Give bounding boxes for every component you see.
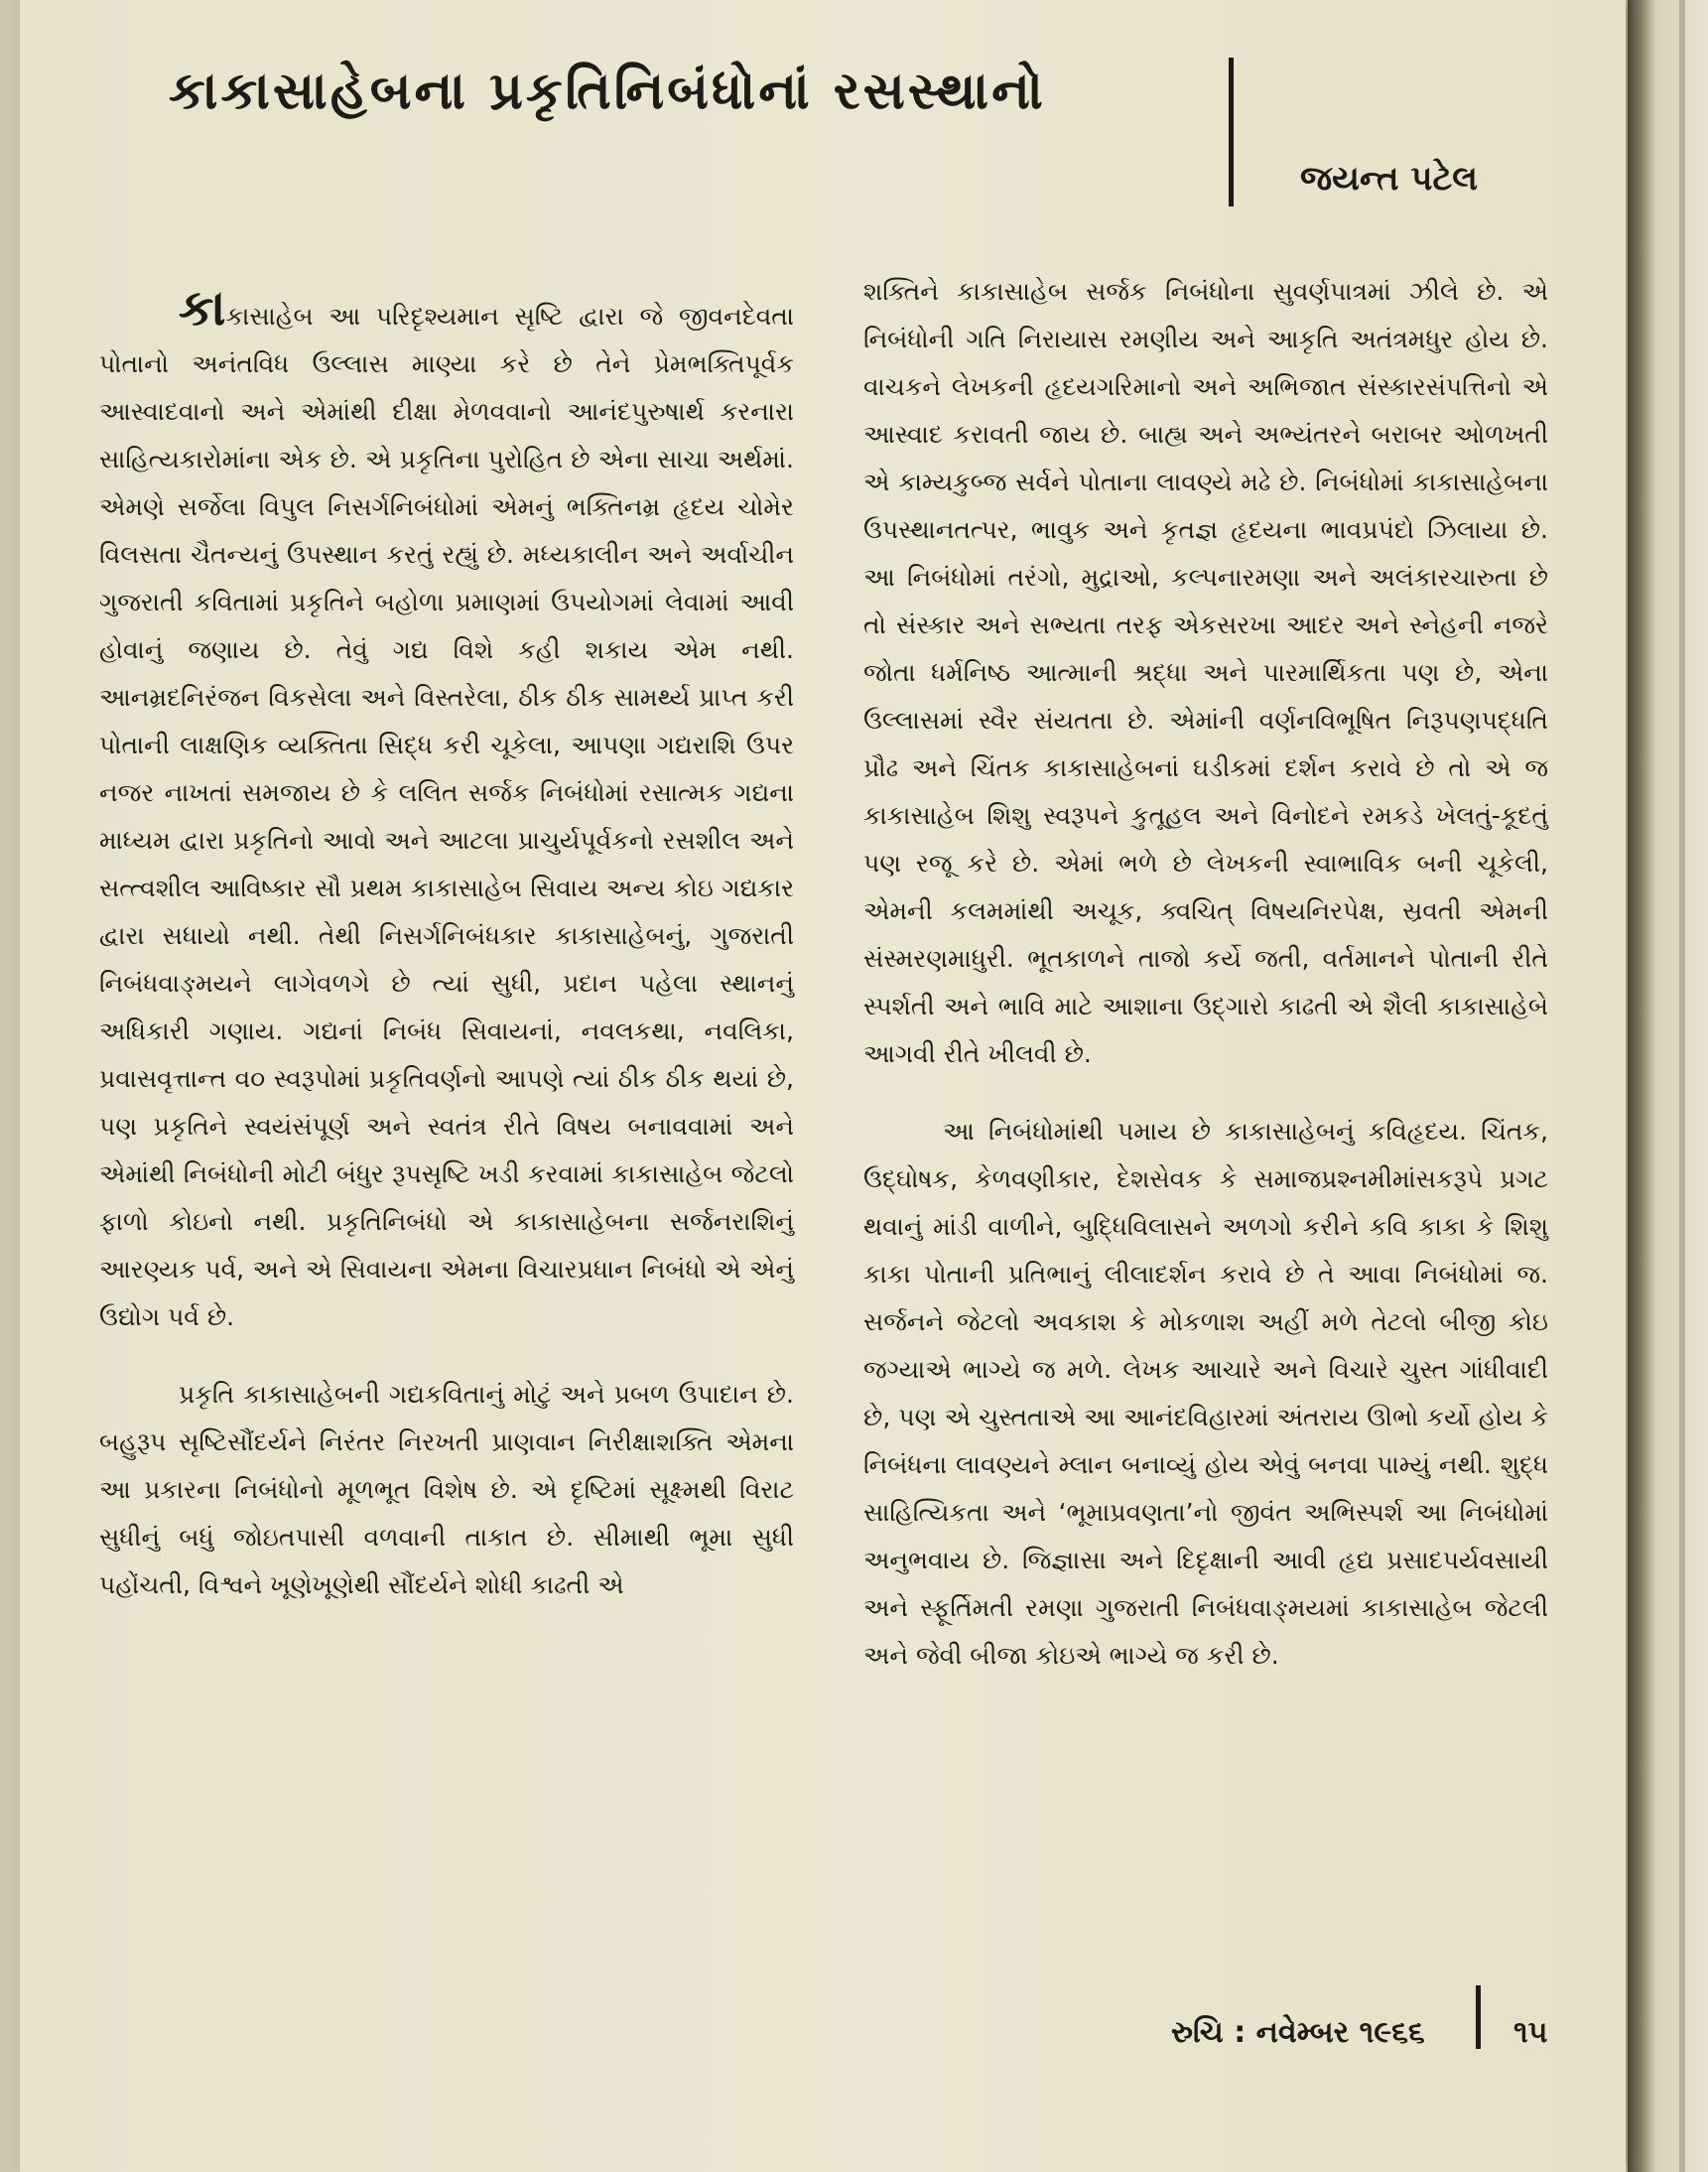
right-column: [863, 268, 1548, 1709]
paragraph: આ નિબંધોમાંથી પમાય છે કાકાસાહેબનું કવિહૃદય. ચિંતક, ઉદ્ઘોષક, કેળવણીકાર, દેશસેવક કે સમાજપ્રશ્નમીમાંસકરૂપે પ્રગટ થવાનું માંડી વાળીને, બુદ્ધિવિલાસને અળગો કરીને કવિ કાકા કે શિશુ કાકા પોતાની પ્રતિભાનું લીલાદર્શન કરાવે છે તે આવા નિબંધોમાં જ. સર્જનને જેટલો અવકાશ કે મોકળાશ અહીં મળે તેટલો બીજી કોઇ જગ્યાએ ભાગ્યે જ મળે. લેખક આચારે અને વિચારે ચુસ્ત ગાંધીવાદી છે, પણ એ ચુસ્તતાએ આ આનંદવિહારમાં અંતરાય ઊભો કર્યો હોય કે નિબંધના લાવણ્યને મ્લાન બનાવ્યું હોય એવું બનવા પામ્યું નથી. શુદ્ધ સાહિત્યિકતા અને ‘ભૂમાપ્રવણતા’નો જીવંત અભિસ્પર્શ આ નિબંધોમાં અનુભવાય છે. જિજ્ઞાસા અને દિદૃક્ષાની આવી હૃદ્ય પ્રસાદપર્યવસાયી અને સ્ફૂર્તિમતી રમણા ગુજરાતી નિબંધવાઙ્મયમાં કાકાસાહેબ જેટલી અને જેવી બીજા કોઇએ ભાગ્યે જ કરી છે.: [863, 1117, 1548, 1670]
next-page-edge: [1628, 0, 1708, 2172]
paragraph-text: કાસાહેબ આ પરિદૃશ્યમાન સૃષ્ટિ દ્વારા જે જીવનદેવતા પોતાનો અનંતવિધ ઉલ્લાસ માણ્યા કરે છે તેને પ્રેમભક્તિપૂર્વક આસ્વાદવાનો અને એમાંથી દીક્ષા મેળવવાનો આનંદપુરુષાર્થ કરનારા સાહિત્યકારોમાંના એક છે. એ પ્રકૃતિના પુરોહિત છે એના સાચા અર્થમાં. એમણે સર્જેલા વિપુલ નિસર્ગનિબંધોમાં એમનું ભક્તિનમ્ર હૃદય ચોમેર વિલસતા ચૈતન્યનું ઉપસ્થાન કરતું રહ્યું છે. મધ્યકાલીન અને અર્વાચીન ગુજરાતી કવિતામાં પ્રકૃતિને બહોળા પ્રમાણમાં ઉપયોગમાં લેવામાં આવી હોવાનું જણાય છે. તેવું ગદ્ય વિશે કહી શકાય એમ નથી. આનમ્રદનિરંજન વિકસેલા અને વિસ્તરેલા, ઠીક ઠીક સામર્થ્ય પ્રાપ્ત કરી પોતાની લાક્ષણિક વ્યક્તિતા સિદ્ધ કરી ચૂકેલા, આપણા ગદ્યરાશિ ઉપર નજર નાખતાં સમજાય છે કે લલિત સર્જક નિબંધોમાં રસાત્મક ગદ્યના માધ્યમ દ્વારા પ્રકૃતિનો આવો અને આટલા પ્રાચુર્યપૂર્વકનો રસશીલ અને સત્ત્વશીલ આવિષ્કાર સૌ પ્રથમ કાકાસાહેબ સિવાય અન્ય કોઇ ગદ્યકાર દ્વારા સધાયો નથી. તેથી નિસર્ગનિબંધકાર કાકાસાહેબનું, ગુજરાતી નિબંધવાઙ્મયને લાગેવળગે છે ત્યાં સુધી, પ્રદાન પહેલા સ્થાનનું અધિકારી ગણાય. ગદ્યનાં નિબંધ સિવાયનાં, નવલકથા, નવલિકા, પ્રવાસવૃત્તાન્ત વ૦ સ્વરૂપોમાં પ્રકૃતિવર્ણનો આપણે ત્યાં ઠીક ઠીક થયાં છે, પણ પ્રકૃતિને સ્વયંસંપૂર્ણ અને સ્વતંત્ર રીતે વિષય બનાવવામાં અને એમાંથી નિબંધોની મોટી બંધુર રૂપસૃષ્ટિ ખડી કરવામાં કાકાસાહેબ જેટલો ફાળો કોઇનો નથી. પ્રકૃતિનિબંધો એ કાકાસાહેબના સર્જનરાશિનું આરણ્યક પર્વ, અને એ સિવાયના એમના વિચારપ્રધાન નિબંધો એ એનું ઉદ્યોગ પર્વ છે.: [99, 302, 794, 1331]
page-number: ૧૫: [1513, 2015, 1548, 2050]
paragraph: પ્રકૃતિ કાકાસાહેબની ગદ્યકવિતાનું મોટું અને પ્રબળ ઉપાદાન છે. બહુરૂપ સૃષ્ટિસૌંદર્યને નિરંતર નિરખતી પ્રાણવાન નિરીક્ષાશક્તિ એમના આ પ્રકારના નિબંધોનો મૂળભૂત વિશેષ છે. એ દૃષ્ટિમાં સૂક્ષ્મથી વિરાટ સુધીનું બધું જોઇતપાસી વળવાની તાકાત છે. સીમાથી ભૂમા સુધી પહોંચતી, વિશ્વને ખૂણેખૂણેથી સૌંદર્યને શોધી કાઢતી એ: [99, 1380, 794, 1599]
drop-cap: કા: [179, 279, 226, 337]
footer-divider: [1476, 1985, 1481, 2049]
paragraph: [99, 279, 794, 1341]
footer-magazine: રુચિ : નવેમ્બર ૧૯૬૬: [1171, 2015, 1425, 2050]
title-divider: [1229, 58, 1234, 206]
paragraph: શક્તિને કાકાસાહેબ સર્જક નિબંધોના સુવર્ણપાત્રમાં ઝીલે છે. એ નિબંધોની ગતિ નિરાયાસ રમણીય અને આકૃતિ અતંત્રમધુર હોય છે. વાચકને લેખકની હૃદયગરિમાનો અને અભિજાત સંસ્કારસંપત્તિનો એ આસ્વાદ કરાવતી જાય છે. બાહ્ય અને અભ્યંતરને બરાબર ઓળખતી એ કામ્યકુબ્જ સર્વને પોતાના લાવણ્યે મઢે છે. નિબંધોમાં કાકાસાહેબના ઉપસ્થાનતત્પર, ભાવુક અને કૃતજ્ઞ હૃદયના ભાવપ્રપંદો ઝિલાયા છે. આ નિબંધોમાં તરંગો, મુદ્રાઓ, કલ્પનારમણા અને અલંકારચારુતા છે તો સંસ્કાર અને સભ્યતા તરફ એકસરખા આદર અને સ્નેહની નજરે જોતા ધર્મનિષ્ઠ આત્માની શ્રદ્ધા અને પારમાર્થિકતા પણ છે, એના ઉલ્લાસમાં સ્વૈર સંયતતા છે. એમાંની વર્ણનવિભૂષિત નિરૂપણપદ્ધતિ પ્રૌઢ અને ચિંતક કાકાસાહેબનાં ઘડીકમાં દર્શન કરાવે છે તો એ જ કાકાસાહેબ શિશુ સ્વરૂપને કુતૂહલ અને વિનોદને રમકડે ખેલતું-કૂદતું પણ રજૂ કરે છે. એમાં ભળે છે લેખકની સ્વાભાવિક બની ચૂકેલી, એમની કલમમાંથી અચૂક, ક્વચિત્ વિષયનિરપેક્ષ, સ્રવતી એમની સંસ્મરણમાધુરી. ભૂતકાળને તાજો કર્યે જતી, વર્તમાનને પોતાની રીતે સ્પર્શતી અને ભાવિ માટે આશાના ઉદ્ગારો કાઢતી એ શૈલી કાકાસાહેબે આગવી રીતે ખીલવી છે.: [863, 277, 1548, 1068]
article-author: જયન્ત પટેલ: [1300, 159, 1478, 199]
left-column: [99, 279, 794, 1639]
binding-line: [1679, 0, 1685, 2172]
article-title: કાકાસાહેબના પ્રકૃતિનિબંધોનાં રસસ્થાનો: [169, 62, 1046, 121]
magazine-page: [20, 0, 1626, 2172]
